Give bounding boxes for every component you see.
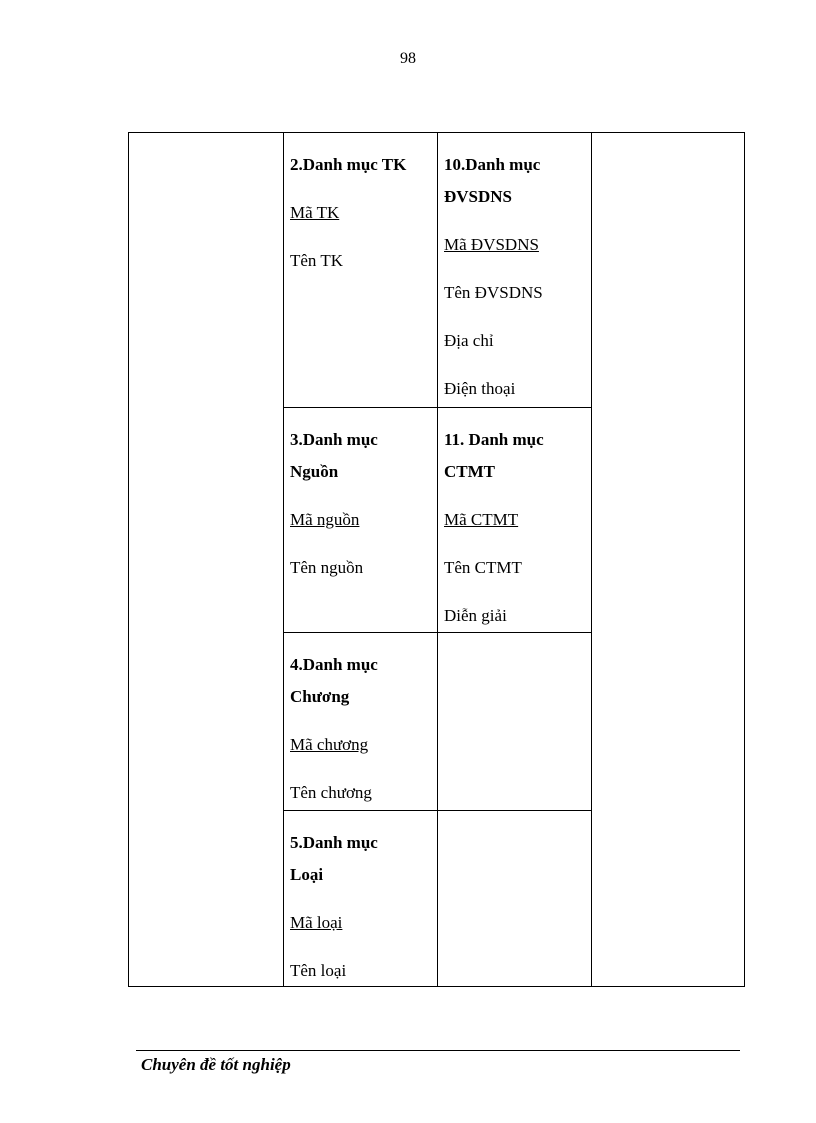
entity-title: 10.Danh mục — [444, 155, 541, 174]
primary-key-field: Mã ĐVSDNS — [444, 235, 539, 254]
footer-title: Chuyên đề tốt nghiệp — [141, 1055, 291, 1074]
entity-title: 11. Danh mục — [444, 430, 544, 449]
entity-field: Tên loại — [290, 961, 347, 980]
primary-key-field: Mã TK — [290, 203, 340, 222]
entity-field: Điện thoại — [444, 379, 516, 398]
entity-field: Tên CTMT — [444, 558, 522, 577]
primary-key-field: Mã CTMT — [444, 510, 519, 529]
entity-title: 3.Danh mục — [290, 430, 378, 449]
entity-title: Chương — [290, 687, 350, 706]
entity-field: Tên chương — [290, 783, 372, 802]
entity-danh-muc-loai — [284, 811, 437, 987]
primary-key-field: Mã loại — [290, 913, 343, 932]
entity-title: 2.Danh mục TK — [290, 155, 407, 174]
entity-title: Loại — [290, 865, 324, 884]
entity-danh-muc-nguon — [284, 408, 437, 584]
entity-title: 4.Danh mục — [290, 655, 378, 674]
entity-title: Nguồn — [290, 462, 339, 481]
entity-title: ĐVSDNS — [444, 187, 513, 206]
entity-danh-muc-chuong — [284, 633, 437, 809]
entity-danh-muc-ctmt — [438, 408, 591, 632]
entity-field: Tên nguồn — [290, 558, 364, 577]
entity-field: Địa chỉ — [444, 331, 494, 350]
entity-danh-muc-tk — [284, 133, 437, 277]
entity-title: 5.Danh mục — [290, 833, 378, 852]
primary-key-field: Mã nguồn — [290, 510, 360, 529]
page-number: 98 — [400, 50, 416, 67]
entity-field: Tên ĐVSDNS — [444, 283, 543, 302]
entity-danh-muc-dvsdns — [438, 133, 591, 405]
footer-divider — [136, 1050, 740, 1051]
entity-field: Diễn giải — [444, 606, 507, 625]
entity-field: Tên TK — [290, 251, 344, 270]
entity-title: CTMT — [444, 462, 495, 481]
primary-key-field: Mã chương — [290, 735, 369, 754]
entity-table — [128, 132, 745, 987]
column-divider — [591, 133, 592, 986]
